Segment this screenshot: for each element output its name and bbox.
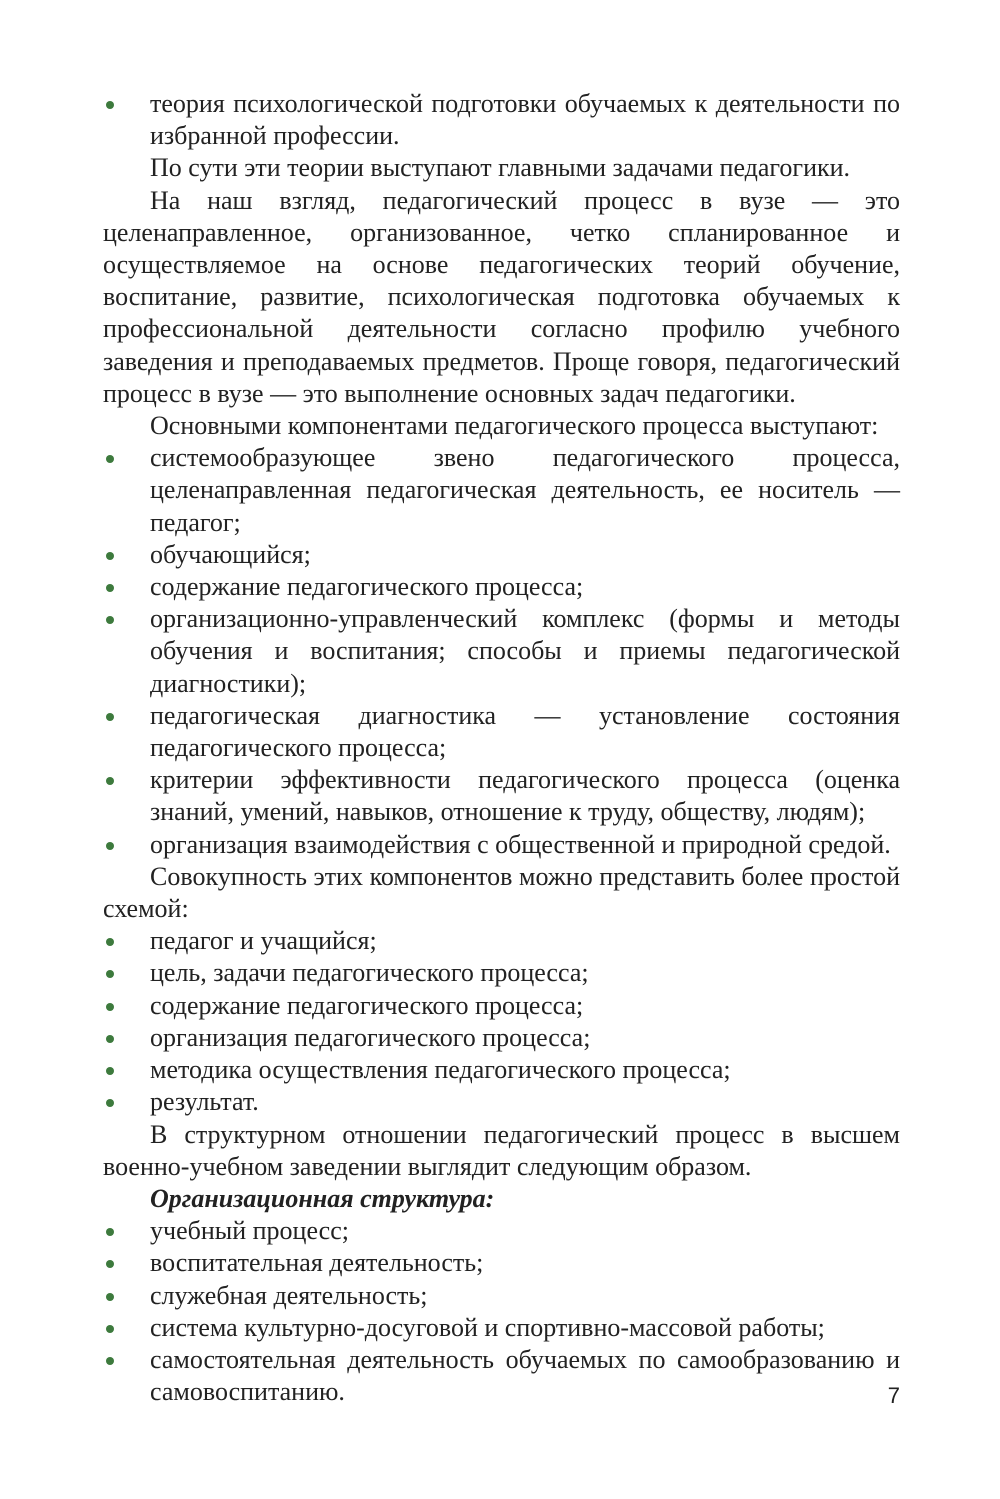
- list-item: воспитательная деятельность;: [103, 1247, 900, 1279]
- list-item: организация педагогического процесса;: [103, 1022, 900, 1054]
- list-item: организация взаимодействия с общественной и природной средой.: [103, 829, 900, 861]
- list-item: методика осуществления педагогического процесса;: [103, 1054, 900, 1086]
- list-item: педагог и учащийся;: [103, 925, 900, 957]
- list-item: учебный процесс;: [103, 1215, 900, 1247]
- list-item: самостоятельная деятельность обучаемых по самообразованию и самовоспитанию.: [103, 1344, 900, 1408]
- list-item: организационно-управленческий комплекс (формы и методы обучения и воспитания; способы и приемы педагогической диагностики);: [103, 603, 900, 700]
- paragraph: По сути эти теории выступают главными задачами педагогики.: [150, 153, 851, 183]
- list-item: служебная деятельность;: [103, 1280, 900, 1312]
- bullet-dot-icon: [106, 1067, 114, 1075]
- bullet-dot-icon: [106, 1003, 114, 1011]
- paragraph: Основными компонентами педагогического процесса выступают:: [150, 411, 879, 441]
- list-item: цель, задачи педагогического процесса;: [103, 957, 900, 989]
- bullet-dot-icon: [106, 1228, 114, 1236]
- section-subheading: Организационная структура:: [150, 1183, 495, 1213]
- bullet-dot-icon: [106, 1260, 114, 1268]
- list-item: критерии эффективности педагогического процесса (оценка знаний, умений, навыков, отношение к труду, обществу, людям);: [103, 764, 900, 828]
- bullet-dot-icon: [106, 713, 114, 721]
- list-item: системообразующее звено педагогического процесса, целенаправленная педагогическая деятельность, ее носитель — педагог;: [103, 442, 900, 539]
- bullet-dot-icon: [106, 777, 114, 785]
- paragraph: На наш взгляд, педагогический процесс в вузе — это целенаправленное, организованное, четко спланированное и осуществляемое на основе педагогических теорий обучение, воспитание, развитие, психологическая подготовка обучаемых к профессиональной деятельности согласно профилю учебного заведения и преподаваемых предметов. Проще говоря, педагогический процесс в вузе — это выполнение основных задач педагогики.: [103, 185, 900, 408]
- paragraph: В структурном отношении педагогический процесс в высшем военно-учебном заведении выглядит следующим образом.: [103, 1119, 900, 1181]
- bullet-dot-icon: [106, 1099, 114, 1107]
- list-item: педагогическая диагностика — установление состояния педагогического процесса;: [103, 700, 900, 764]
- list-item: теория психологической подготовки обучаемых к деятельности по избранной профессии.: [103, 88, 900, 152]
- bullet-dot-icon: [106, 938, 114, 946]
- page-number: 7: [887, 1383, 900, 1408]
- bullet-dot-icon: [106, 1293, 114, 1301]
- list-item: система культурно-досуговой и спортивно-массовой работы;: [103, 1312, 900, 1344]
- bullet-dot-icon: [106, 1035, 114, 1043]
- list-item: содержание педагогического процесса;: [103, 990, 900, 1022]
- list-item: результат.: [103, 1086, 900, 1118]
- bullet-dot-icon: [106, 842, 114, 850]
- bullet-dot-icon: [106, 584, 114, 592]
- list-item: обучающийся;: [103, 539, 900, 571]
- bullet-dot-icon: [106, 101, 114, 109]
- bullet-dot-icon: [106, 616, 114, 624]
- bullet-dot-icon: [106, 1357, 114, 1365]
- bullet-dot-icon: [106, 552, 114, 560]
- bullet-dot-icon: [106, 970, 114, 978]
- paragraph: Совокупность этих компонентов можно представить более простой схемой:: [103, 861, 900, 924]
- bullet-dot-icon: [106, 1325, 114, 1333]
- bullet-dot-icon: [106, 455, 114, 463]
- page-body: [103, 88, 900, 1408]
- list-item: содержание педагогического процесса;: [103, 571, 900, 603]
